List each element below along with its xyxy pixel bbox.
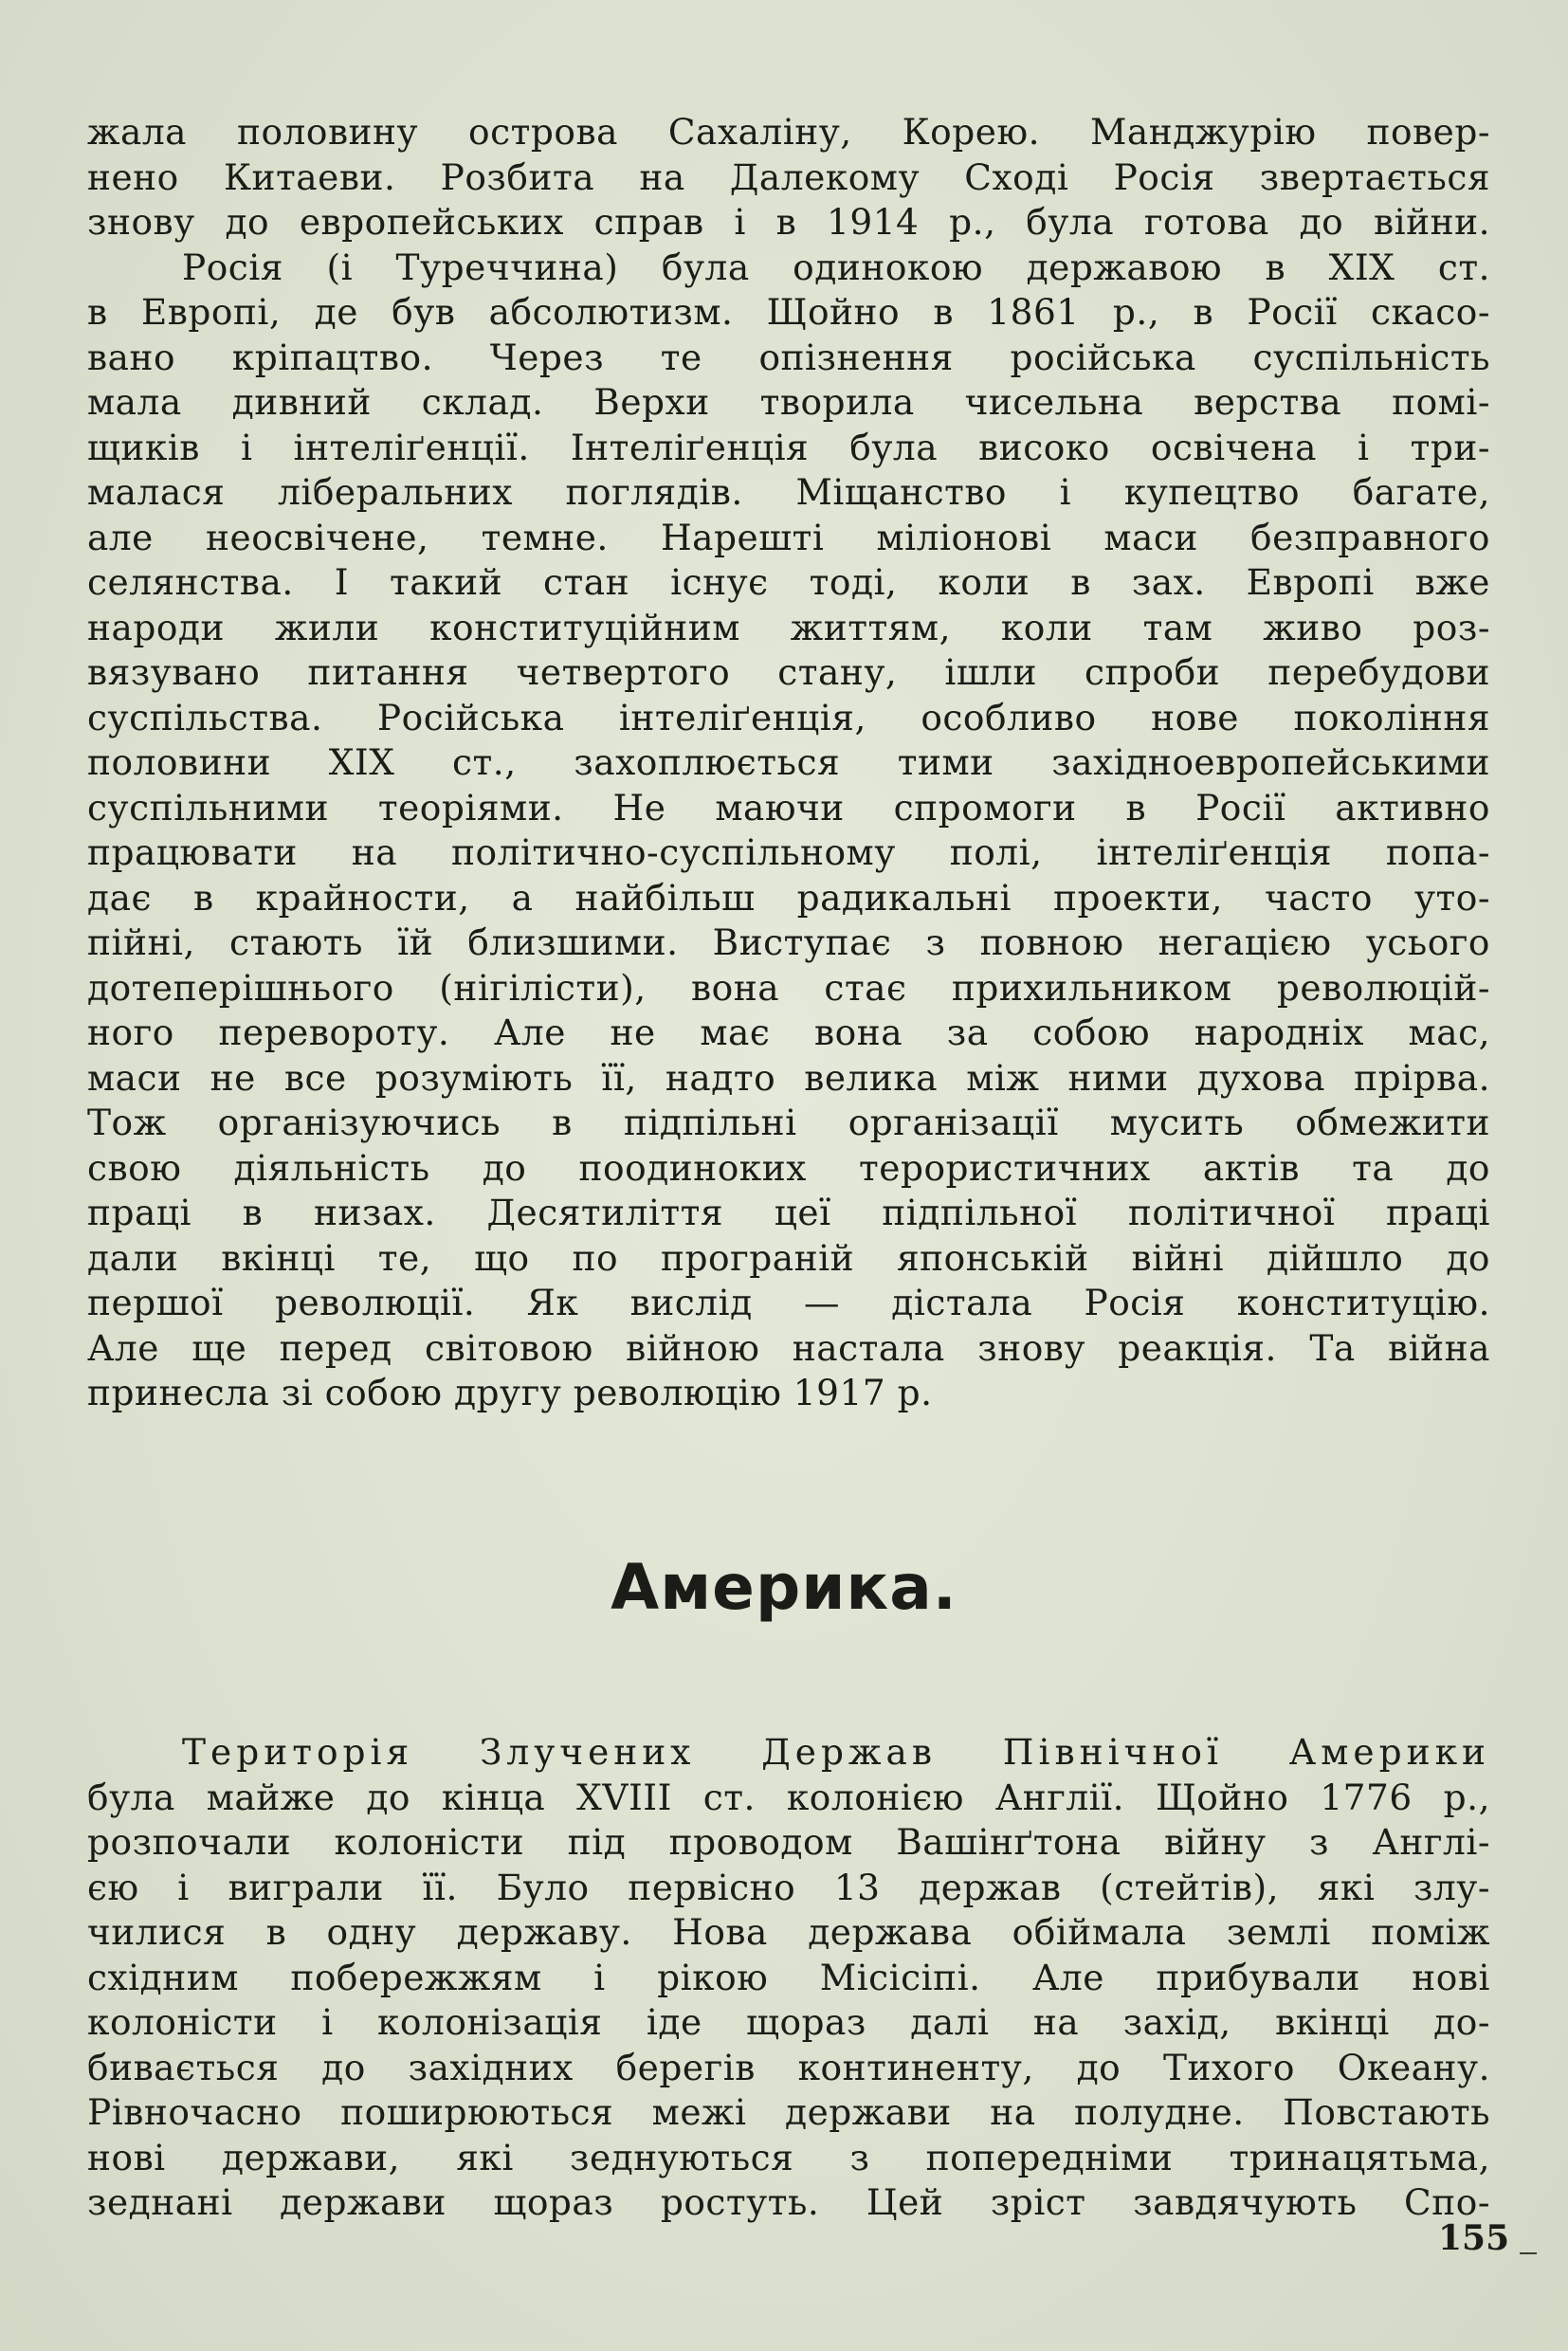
text-line: першої революції. Як вислід — дістала Росія конституцію. — [87, 1282, 1490, 1323]
text-line: селянства. І такий стан існує тоді, коли в зах. Европі вже — [87, 561, 1490, 603]
section-heading: Америка. — [611, 1551, 957, 1624]
text-line: Росія (і Туреччина) була одинокою державою в XIX ст. — [182, 246, 1490, 288]
text-line: ного перевороту. Але не має вона за собою народніх мас, — [87, 1011, 1490, 1053]
text-line: суспільства. Російська інтеліґенція, особливо нове покоління — [87, 696, 1490, 738]
text-line: працювати на політично-суспільному полі, інтеліґенція попа- — [87, 831, 1490, 873]
page-number-dash — [1520, 2252, 1537, 2254]
text-line: дали вкінці те, що по програній японській війні дійшло до — [87, 1236, 1490, 1279]
text-line: бивається до західних берегів континенту, до Тихого Океану. — [87, 2046, 1490, 2088]
text-line: нено Китаеви. Розбита на Далекому Сході Росія звертається — [87, 155, 1490, 198]
text-line: дотеперішнього (нігілісти), вона стає прихильником революцій- — [87, 966, 1490, 1009]
text-line: Територія Злучених Держав Північної Америки — [182, 1731, 1490, 1773]
text-line: колоністи і колонізація іде щораз далі на захід, вкінці до- — [87, 2001, 1490, 2043]
text-line: маси не все розуміють її, надто велика між ними духова прірва. — [87, 1056, 1490, 1099]
text-line: мала дивний склад. Верхи творила чисельна верства помі- — [87, 381, 1490, 423]
text-line: єю і виграли її. Було первісно 13 держав (стейтів), які злу- — [87, 1866, 1490, 1908]
paragraph-russia-2 — [87, 246, 1490, 1416]
text-line: в Европі, де був абсолютизм. Щойно в 1861 р., в Росії скасо- — [87, 291, 1490, 333]
text-line: була майже до кінца XVIII ст. колонією Англії. Щойно 1776 р., — [87, 1776, 1490, 1818]
text-line: Але ще перед світовою війною настала знову реакція. Та війна — [87, 1326, 1490, 1369]
text-line: Тож організуючись в підпільні організації мусить обмежити — [87, 1102, 1490, 1143]
america-text-block — [87, 1730, 1490, 2226]
text-line: принесла зі собою другу революцію 1917 р. — [87, 1372, 933, 1413]
text-line: розпочали колоністи під проводом Вашінґтона війну з Англі- — [87, 1821, 1490, 1863]
text-line: зеднані держави щораз ростуть. Цей зріст завдячують Спо- — [87, 2181, 1490, 2223]
text-line: половини XIX ст., захоплюється тими західноевропейськими — [87, 741, 1490, 783]
text-line: малася ліберальних поглядів. Міщанство і купецтво багате, — [87, 471, 1490, 513]
text-line: пійні, стають їй близшими. Виступає з повною негацією усього — [87, 921, 1490, 963]
page-number: 155 — [1438, 2218, 1510, 2258]
text-line: суспільними теоріями. Не маючи спромоги в Росії активно — [87, 786, 1490, 829]
text-line: свою діяльність до поодиноких терористичних актів та до — [87, 1146, 1490, 1189]
text-line: вано кріпацтво. Через те опізнення російська суспільність — [87, 336, 1490, 378]
text-line: жала половину острова Сахаліну, Корею. Манджурію повер- — [87, 111, 1490, 153]
text-line: народи жили конституційним життям, коли там живо роз- — [87, 606, 1490, 648]
text-line: знову до европейських справ і в 1914 р., була готова до війни. — [87, 201, 1490, 243]
text-line: нові держави, які зеднуються з попередніми тринацятьма, — [87, 2136, 1490, 2178]
russia-text-block — [87, 110, 1490, 1416]
text-line: чилися в одну державу. Нова держава обіймала землі поміж — [87, 1911, 1490, 1953]
text-line: але неосвічене, темне. Нарешті міліонові маси безправного — [87, 516, 1490, 558]
text-line: вязувано питання четвертого стану, ішли спроби перебудови — [87, 651, 1490, 693]
text-line: східним побережжям і рікою Місісіпі. Але прибували нові — [87, 1956, 1490, 1998]
paragraph-russia-1 — [87, 110, 1490, 246]
text-line: Рівночасно поширюються межі держави на полудне. Повстають — [87, 2091, 1490, 2133]
text-line: дає в крайности, а найбільш радикальні проекти, часто уто- — [87, 876, 1490, 919]
text-line: праці в низах. Десятиліття цеї підпільної політичної праці — [87, 1192, 1490, 1233]
paragraph-america-1 — [87, 1730, 1490, 2226]
text-line: щиків і інтеліґенції. Інтеліґенція була високо освічена і три- — [87, 426, 1490, 468]
